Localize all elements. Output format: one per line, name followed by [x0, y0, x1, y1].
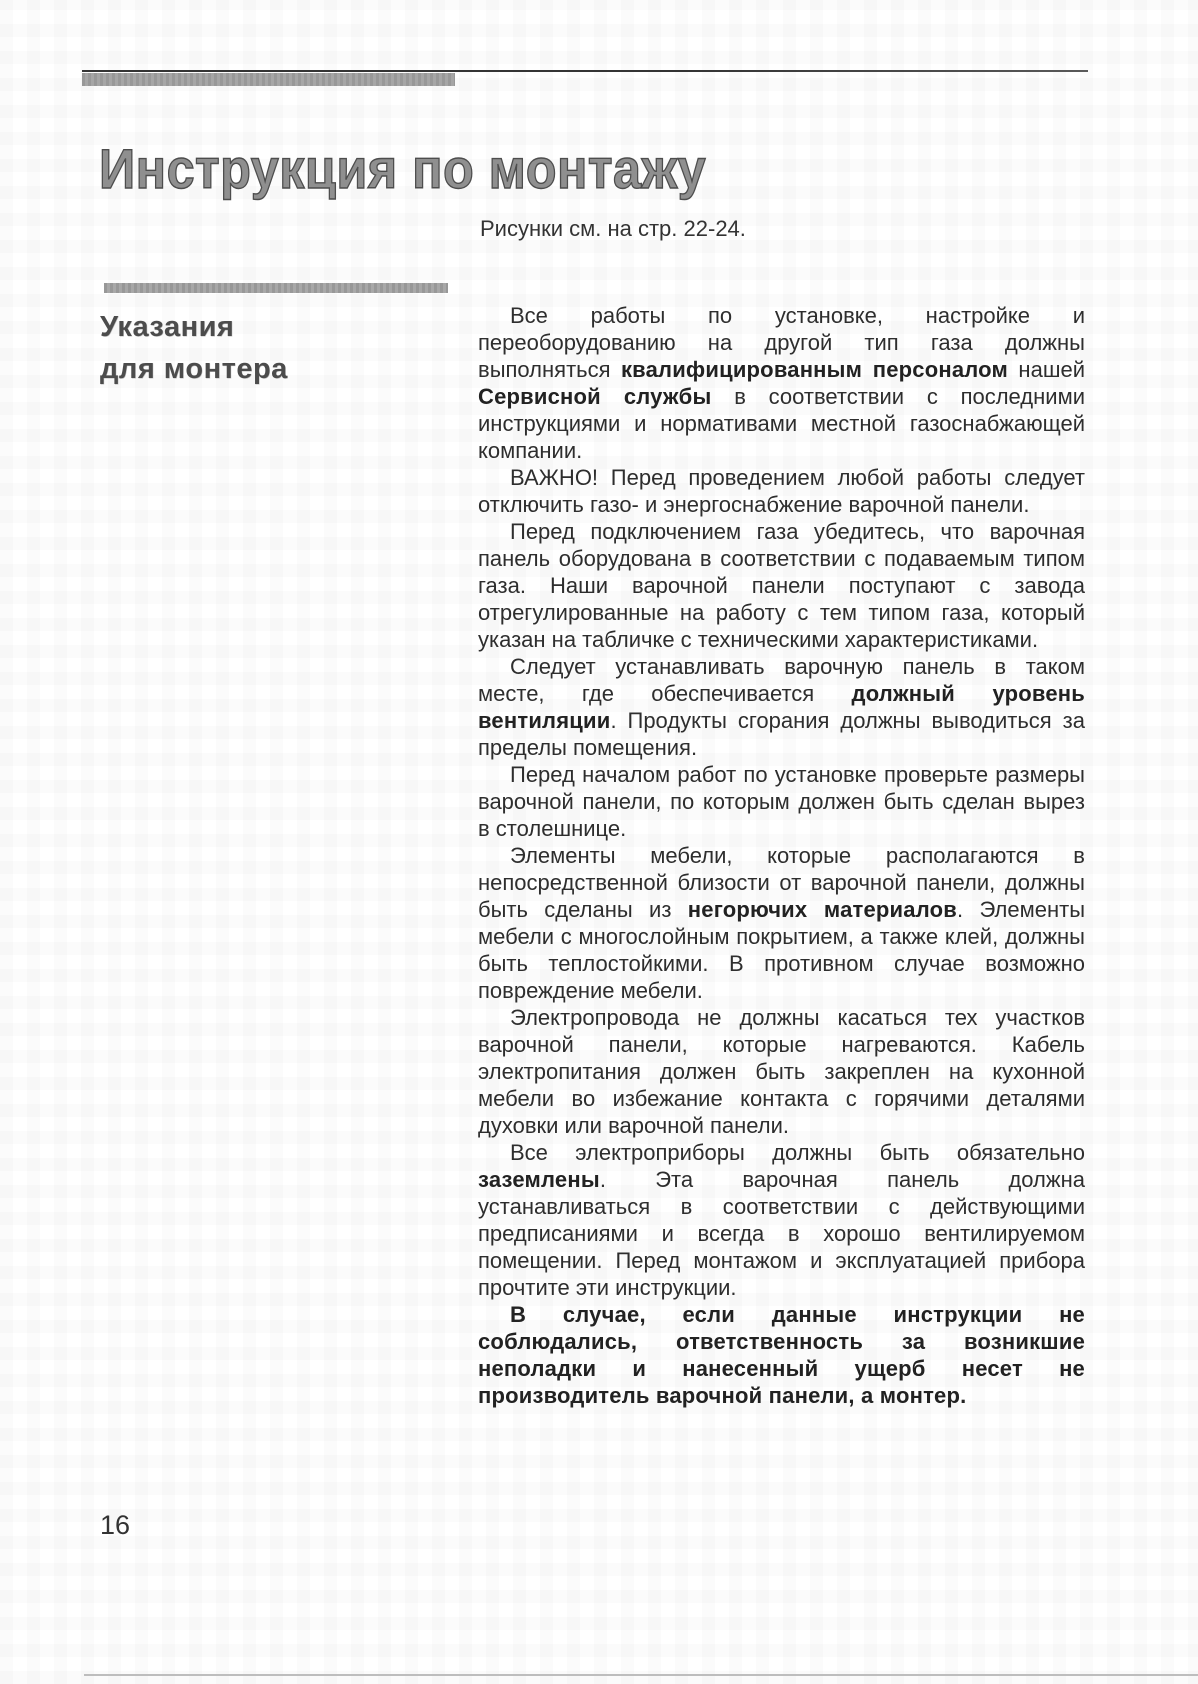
bold-text-segment: должный уровень вентиляции — [478, 681, 1085, 733]
top-rule — [82, 70, 1088, 72]
body-paragraph — [478, 1139, 1085, 1301]
body-paragraph — [478, 518, 1085, 653]
text-segment: ВАЖНО! Перед проведением любой работы следует отключить газо- и энергоснабжение варочной панели. — [478, 465, 1085, 517]
body-paragraph — [478, 1004, 1085, 1139]
text-segment: Перед началом работ по установке проверьте размеры варочной панели, по которым должен быть сделан вырез в столешнице. — [478, 762, 1085, 841]
text-segment: . Эта варочная панель должна устанавливаться в соответствии с действующими предписаниями и всегда в хорошо вентилируемом помещении. Перед монтажом и эксплуатацией прибора прочтите эти инструкции. — [478, 1167, 1085, 1300]
page-title: Инструкция по монтажу — [99, 136, 707, 200]
body-paragraph — [478, 761, 1085, 842]
body-paragraph — [478, 302, 1085, 464]
body-paragraph — [478, 1301, 1085, 1409]
body-text-column — [478, 302, 1085, 1409]
text-segment: Следует устанавливать варочную панель в таком месте, где обеспечивается — [478, 654, 1085, 706]
text-segment: Перед подключением газа убедитесь, что варочная панель оборудована в соответствии с подаваемым типом газа. Наши варочной панели поступают с завода отрегулированные на работу с тем типом газа, который указан на табличке с техническими характеристиками. — [478, 519, 1085, 652]
bold-text-segment: заземлены — [478, 1167, 600, 1192]
section-heading — [100, 306, 288, 390]
text-segment: Элементы мебели, которые располагаются в непосредственной близости от варочной панели, должны быть сделаны из — [478, 843, 1085, 922]
text-segment: нашей — [1008, 357, 1085, 382]
header-accent-bar — [82, 73, 455, 86]
body-paragraph — [478, 653, 1085, 761]
text-segment: Электропровода не должны касаться тех участков варочной панели, которые нагреваются. Кабель электропитания должен быть закреплен на кухонной мебели во избежание контакта с горячими деталями духовки или варочной панели. — [478, 1005, 1085, 1138]
page-number: 16 — [100, 1510, 131, 1540]
bold-text-segment: квалифицированным персоналом — [620, 357, 1009, 382]
body-paragraph — [478, 464, 1085, 518]
section-heading-line2: для монтера — [100, 353, 288, 385]
text-segment: Все электроприборы должны быть обязательно — [510, 1140, 1085, 1165]
section-accent-bar — [104, 283, 448, 293]
text-segment: . Продукты сгорания должны выводиться за пределы помещения. — [478, 708, 1085, 760]
text-segment: в соответствии с последними инструкциями и нормативами местной газоснабжающей компании. — [478, 384, 1085, 463]
bold-text-segment: Сервисной службы — [478, 384, 712, 409]
body-paragraph — [478, 842, 1085, 1004]
section-heading-line1: Указания — [100, 311, 235, 343]
bottom-rule — [84, 1674, 1198, 1676]
bold-text-segment: В случае, если данные инструкции не соблюдались, ответственность за возникшие неполадки и нанесенный ущерб несет не производитель варочной панели, а монтер. — [478, 1302, 1085, 1408]
bold-text-segment: негорючих материалов — [687, 897, 957, 922]
text-segment: . Элементы мебели с многослойным покрытием, а также клей, должны быть теплостойкими. В противном случае возможно повреждение мебели. — [478, 897, 1086, 1003]
figures-reference-note: Рисунки см. на стр. 22-24. — [480, 216, 746, 241]
text-segment: Все работы по установке, настройке и переоборудованию на другой тип газа должны выполняться — [478, 303, 1085, 382]
